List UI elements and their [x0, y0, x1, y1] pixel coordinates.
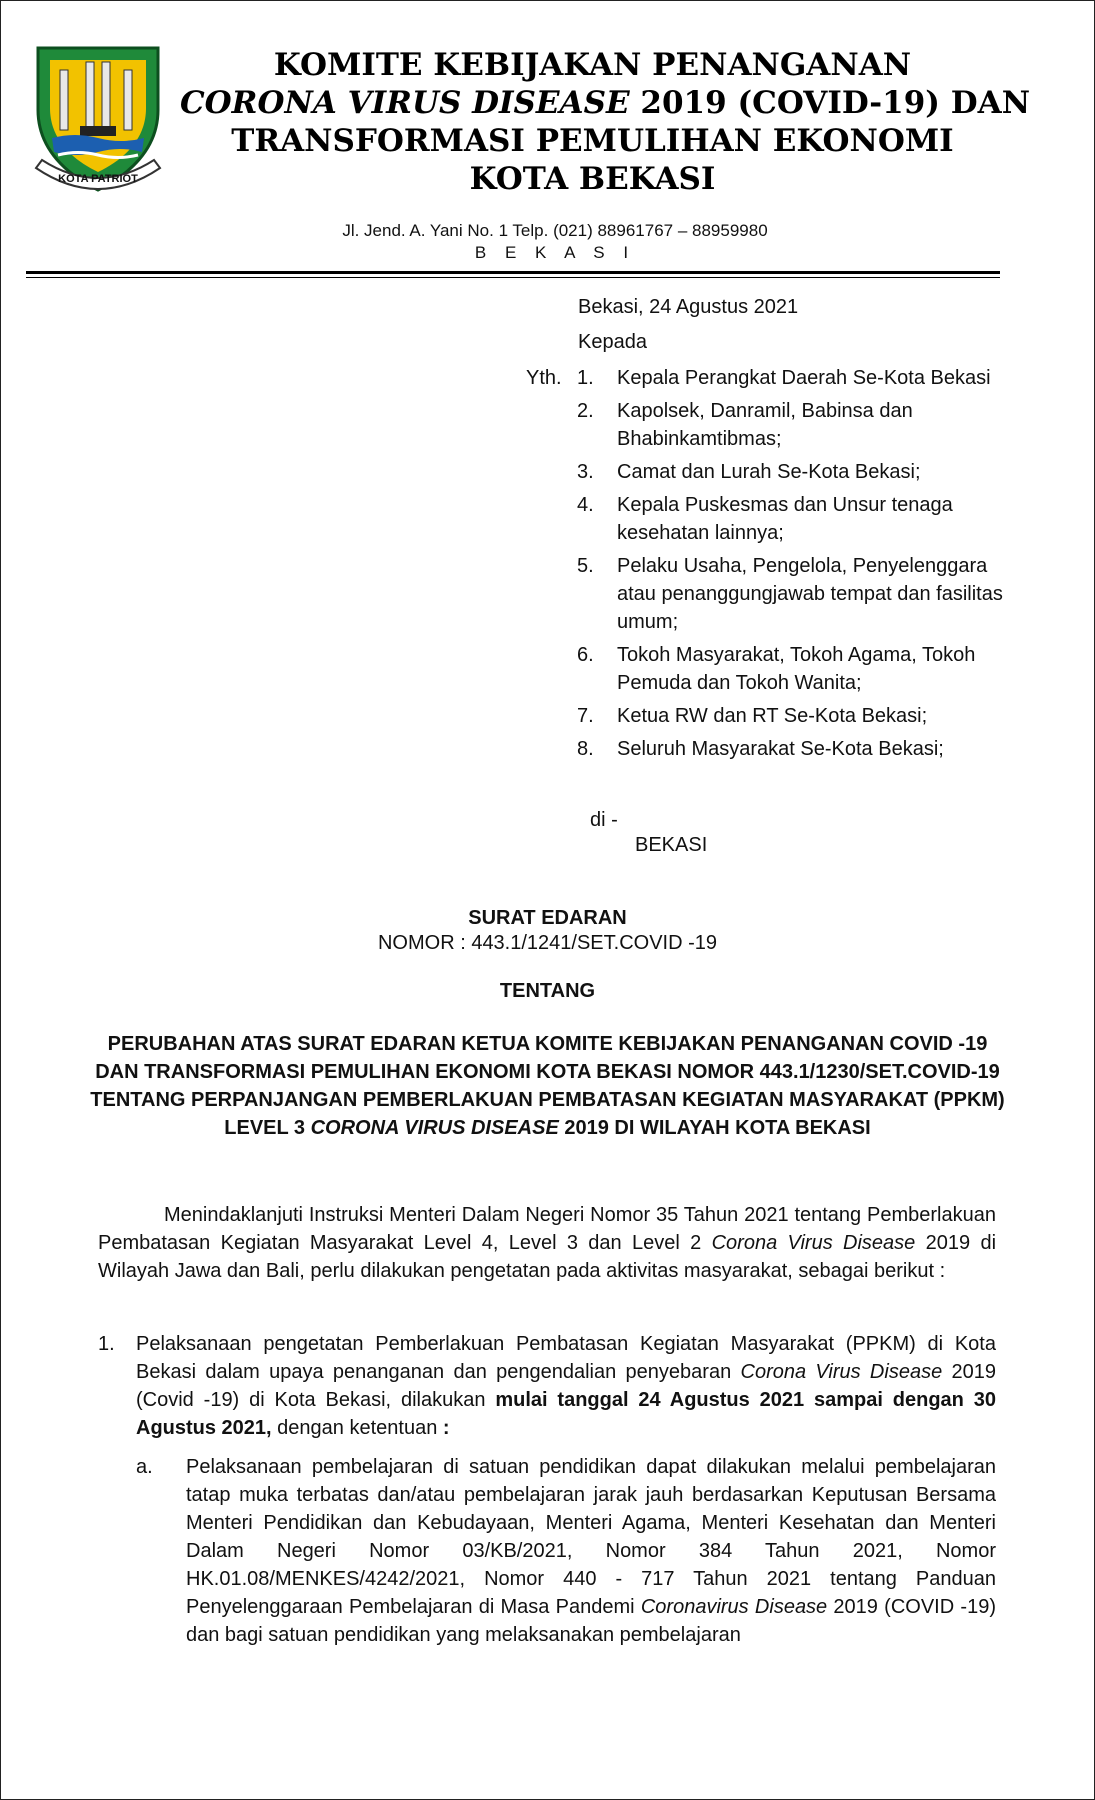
circular-subject: PERUBAHAN ATAS SURAT EDARAN KETUA KOMITE KEBIJAKAN PENANGANAN COVID -19 DAN TRANSFORMASI PEMULIHAN EKONOMI KOTA BEKASI NOMOR 443.1/1230/SET.COVID-19 TENTANG PERPANJANGAN PEMBERLAKUAN PEMBATASAN KEGIATAN MASYARAKAT (PPKM) LEVEL 3 CORONA VIRUS DISEASE 2019 DI WILAYAH KOTA BEKASI: [90, 1033, 1005, 1139]
list-item: 1. Kepala Perangkat Daerah Se-Kota Bekasi: [577, 367, 991, 389]
di-label: di -: [590, 809, 618, 831]
recipient-list: [577, 364, 1017, 768]
circular-title: SURAT EDARAN: [468, 907, 627, 929]
list-item: 6. Tokoh Masyarakat, Tokoh Agama, Tokoh Pemuda dan Tokoh Wanita;: [577, 644, 976, 694]
letterhead-line-3: TRANSFORMASI PEMULIHAN EKONOMI: [231, 123, 954, 159]
destination-city: BEKASI: [635, 834, 708, 856]
header-divider-thin: [26, 277, 1000, 278]
address-city: B E K A S I: [474, 243, 636, 262]
list-item: 5. Pelaku Usaha, Pengelola, Penyelenggara atau penanggungjawab tempat dan fasilitas umum;: [577, 555, 1003, 633]
tentang-heading: TENTANG: [499, 980, 596, 1002]
intro-paragraph: Menindaklanjuti Instruksi Menteri Dalam Negeri Nomor 35 Tahun 2021 tentang Pemberlakuan Pembatasan Kegiatan Masyarakat Level 4, Level 3 dan Level 2 Corona Virus Disease 2019 di Wilayah Jawa dan Bali, perlu dilakukan pengetatan pada aktivitas masyarakat, sebagai berikut :: [98, 1204, 997, 1282]
kepada-label: Kepada: [578, 331, 647, 353]
header-divider-thick: [26, 271, 1000, 274]
list-item: 8. Seluruh Masyarakat Se-Kota Bekasi;: [577, 738, 944, 760]
yth-label: Yth.: [526, 367, 562, 389]
item-a-letter: a.: [136, 1456, 153, 1478]
letterhead-address: [320, 220, 790, 264]
item-1-paragraph: Pelaksanaan pengetatan Pemberlakuan Pembatasan Kegiatan Masyarakat (PPKM) di Kota Bekasi dalam upaya penanganan dan pengendalian penyebaran Corona Virus Disease 2019 (Covid -19) di Kota Bekasi, dilakukan mulai tanggal 24 Agustus 2021 sampai dengan 30 Agustus 2021, dengan ketentuan :: [136, 1333, 996, 1439]
list-item: 3. Camat dan Lurah Se-Kota Bekasi;: [577, 461, 921, 483]
letterhead-title: [180, 46, 1031, 198]
logo-motto: KOTA PATRIOT: [58, 173, 138, 185]
letterhead-line-4: KOTA BEKASI: [469, 161, 716, 197]
kota-bekasi-emblem-logo: [28, 40, 168, 200]
list-item: 4. Kepala Puskesmas dan Unsur tenaga kesehatan lainnya;: [577, 494, 953, 544]
letterhead-line-1: KOMITE KEBIJAKAN PENANGANAN: [273, 47, 912, 83]
item-a-paragraph: Pelaksanaan pembelajaran di satuan pendidikan dapat dilakukan melalui pembelajaran tatap muka terbatas dan/atau pembelajaran jarak jauh berdasarkan Keputusan Bersama Menteri Pendidikan dan Kebudayaan, Menteri Agama, Menteri Kesehatan dan Menteri Dalam Negeri Nomor 03/KB/2021, Nomor 384 Tahun 2021, Nomor HK.01.08/MENKES/4242/2021, Nomor 440 - 717 Tahun 2021 tentang Panduan Penyelenggaraan Pembelajaran di Masa Pandemi Coronavirus Disease 2019 (COVID -19) dan bagi satuan pendidikan yang melaksanakan pembelajaran: [186, 1456, 996, 1646]
place-date: Bekasi, 24 Agustus 2021: [578, 296, 799, 318]
letterhead-line-2: CORONA VIRUS DISEASE 2019 (COVID-19) DAN: [180, 85, 1031, 121]
item-1-number: 1.: [98, 1333, 115, 1355]
list-item: 7. Ketua RW dan RT Se-Kota Bekasi;: [577, 705, 928, 727]
list-item: 2. Kapolsek, Danramil, Babinsa dan Bhabinkamtibmas;: [577, 400, 913, 450]
circular-number: NOMOR : 443.1/1241/SET.COVID -19: [377, 932, 718, 954]
address-line: Jl. Jend. A. Yani No. 1 Telp. (021) 88961767 – 88959980: [342, 221, 768, 240]
